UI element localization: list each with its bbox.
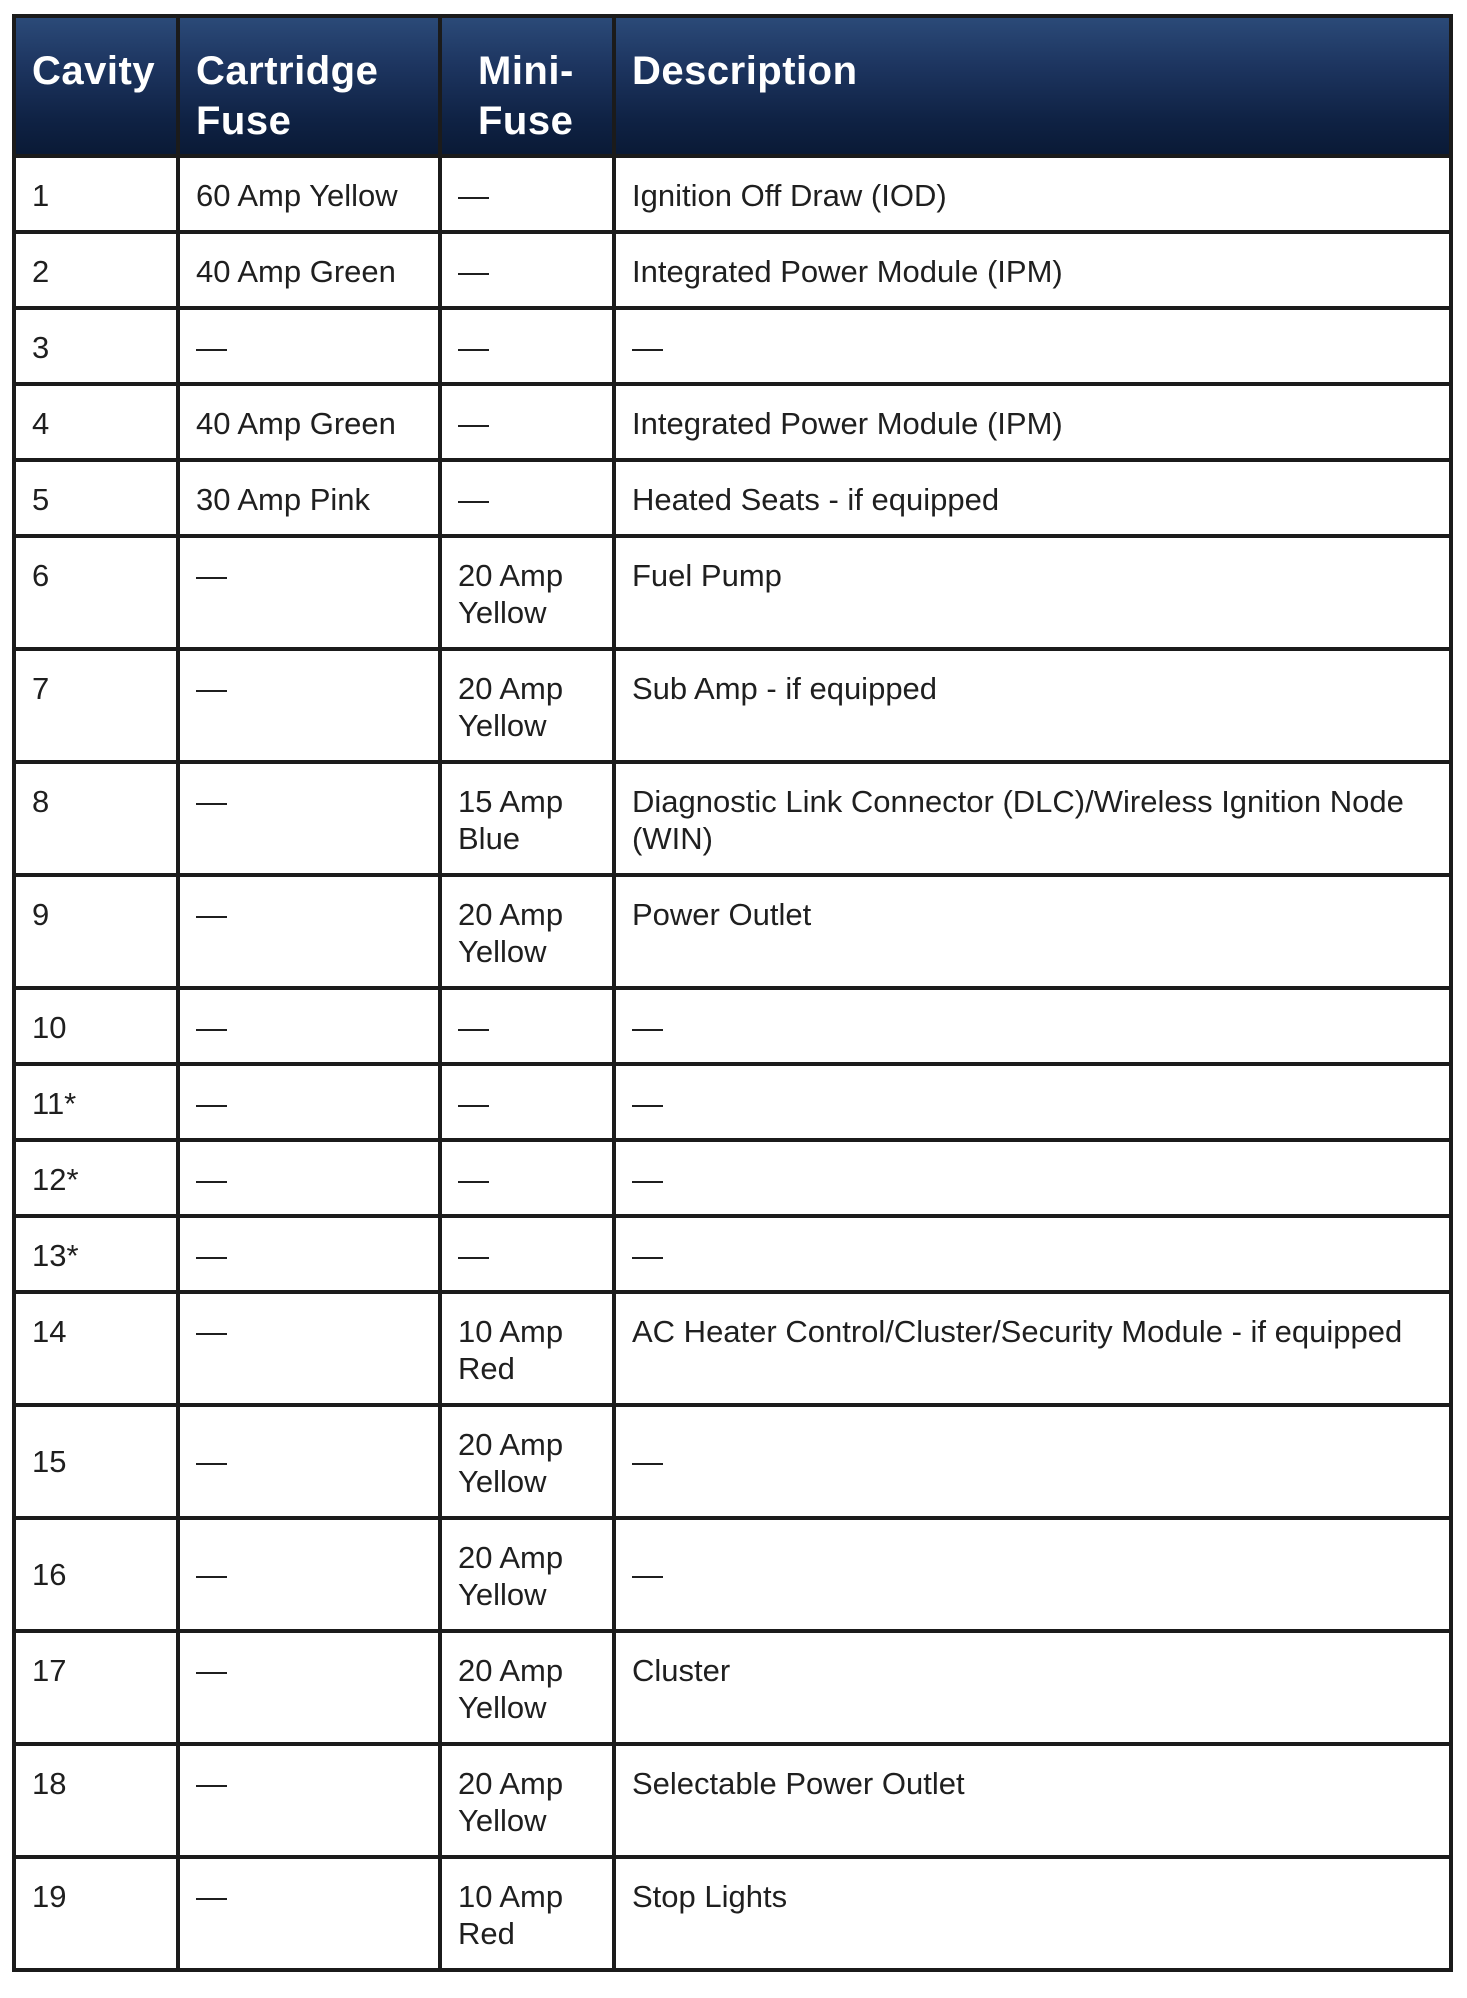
- cell-cavity: 2: [14, 232, 178, 308]
- table-row: [14, 1216, 1451, 1292]
- cell-description: AC Heater Control/Cluster/Security Module - if equipped: [614, 1292, 1451, 1405]
- cell-description: Stop Lights: [614, 1857, 1451, 1970]
- table-row: [14, 875, 1451, 988]
- mini-fuse-line2: Yellow: [458, 1577, 547, 1612]
- cell-cavity: 5: [14, 460, 178, 536]
- table-body: [14, 156, 1451, 1970]
- cell-cartridge-fuse: —: [178, 536, 440, 649]
- cell-description: Integrated Power Module (IPM): [614, 384, 1451, 460]
- cell-cartridge-fuse: —: [178, 1631, 440, 1744]
- cell-cartridge-fuse: —: [178, 1140, 440, 1216]
- header-description-label: Description: [632, 49, 858, 93]
- mini-fuse-line2: Red: [458, 1351, 515, 1386]
- table-row: [14, 1518, 1451, 1631]
- table-row: [14, 1405, 1451, 1518]
- mini-fuse-line1: —: [458, 482, 489, 517]
- mini-fuse-line1: —: [458, 1086, 489, 1121]
- cell-mini-fuse: [440, 1744, 614, 1857]
- cell-cartridge-fuse: —: [178, 1744, 440, 1857]
- cell-description: Selectable Power Outlet: [614, 1744, 1451, 1857]
- fuse-table-container: [12, 14, 1453, 1972]
- header-cartridge-fuse: [178, 16, 440, 156]
- cell-cartridge-fuse: —: [178, 875, 440, 988]
- cell-cavity: 19: [14, 1857, 178, 1970]
- cell-cartridge-fuse: —: [178, 1405, 440, 1518]
- mini-fuse-line1: —: [458, 330, 489, 365]
- cell-cavity: 1: [14, 156, 178, 232]
- cell-cavity: 11*: [14, 1064, 178, 1140]
- mini-fuse-line2: Yellow: [458, 595, 547, 630]
- mini-fuse-line2: Yellow: [458, 708, 547, 743]
- cell-mini-fuse: [440, 156, 614, 232]
- table-row: [14, 536, 1451, 649]
- mini-fuse-line1: —: [458, 1010, 489, 1045]
- cell-description: Diagnostic Link Connector (DLC)/Wireless Ignition Node (WIN): [614, 762, 1451, 875]
- table-row: [14, 988, 1451, 1064]
- cell-cavity: 12*: [14, 1140, 178, 1216]
- fuse-table: [12, 14, 1453, 1972]
- cell-cartridge-fuse: —: [178, 308, 440, 384]
- cell-mini-fuse: [440, 1140, 614, 1216]
- cell-mini-fuse: [440, 875, 614, 988]
- table-header: [14, 16, 1451, 156]
- table-row: [14, 308, 1451, 384]
- mini-fuse-line1: —: [458, 254, 489, 289]
- table-row: [14, 232, 1451, 308]
- cell-description: Cluster: [614, 1631, 1451, 1744]
- cell-cavity: 8: [14, 762, 178, 875]
- header-mini-line2: Fuse: [478, 99, 574, 143]
- cell-cavity: 10: [14, 988, 178, 1064]
- cell-mini-fuse: [440, 1631, 614, 1744]
- cell-mini-fuse: [440, 1292, 614, 1405]
- mini-fuse-line1: 15 Amp: [458, 784, 564, 819]
- cell-cavity: 7: [14, 649, 178, 762]
- mini-fuse-line1: 20 Amp: [458, 1427, 564, 1462]
- table-row: [14, 1140, 1451, 1216]
- mini-fuse-line2: Yellow: [458, 1690, 547, 1725]
- cell-cavity: 3: [14, 308, 178, 384]
- mini-fuse-line2: Blue: [458, 821, 521, 856]
- mini-fuse-line1: 20 Amp: [458, 558, 564, 593]
- cell-cartridge-fuse: —: [178, 649, 440, 762]
- mini-fuse-line1: —: [458, 406, 489, 441]
- cell-description: —: [614, 1216, 1451, 1292]
- header-mini-fuse: [440, 16, 614, 156]
- mini-fuse-line1: 20 Amp: [458, 1653, 564, 1688]
- mini-fuse-line1: 20 Amp: [458, 671, 564, 706]
- mini-fuse-line1: 10 Amp: [458, 1879, 564, 1914]
- cell-description: Power Outlet: [614, 875, 1451, 988]
- cell-description: —: [614, 1064, 1451, 1140]
- mini-fuse-line2: Red: [458, 1916, 515, 1951]
- cell-cartridge-fuse: —: [178, 1292, 440, 1405]
- header-cartridge-line1: Cartridge: [196, 49, 379, 93]
- table-row: [14, 156, 1451, 232]
- cell-description: Ignition Off Draw (IOD): [614, 156, 1451, 232]
- cell-mini-fuse: [440, 460, 614, 536]
- cell-mini-fuse: [440, 988, 614, 1064]
- cell-mini-fuse: [440, 232, 614, 308]
- cell-description: Fuel Pump: [614, 536, 1451, 649]
- cell-cartridge-fuse: —: [178, 1857, 440, 1970]
- header-cavity: [14, 16, 178, 156]
- cell-cartridge-fuse: —: [178, 1064, 440, 1140]
- cell-cavity: 16: [14, 1518, 178, 1631]
- cell-mini-fuse: [440, 1405, 614, 1518]
- cell-cavity: 15: [14, 1405, 178, 1518]
- cell-mini-fuse: [440, 308, 614, 384]
- cell-cavity: 13*: [14, 1216, 178, 1292]
- cell-cavity: 4: [14, 384, 178, 460]
- cell-mini-fuse: [440, 1518, 614, 1631]
- table-row: [14, 384, 1451, 460]
- cell-cartridge-fuse: —: [178, 988, 440, 1064]
- cell-cartridge-fuse: —: [178, 1216, 440, 1292]
- cell-description: —: [614, 1405, 1451, 1518]
- mini-fuse-line1: —: [458, 1238, 489, 1273]
- table-row: [14, 1292, 1451, 1405]
- cell-description: —: [614, 1140, 1451, 1216]
- cell-cartridge-fuse: 40 Amp Green: [178, 232, 440, 308]
- cell-mini-fuse: [440, 384, 614, 460]
- table-row: [14, 1857, 1451, 1970]
- cell-mini-fuse: [440, 762, 614, 875]
- mini-fuse-line1: 20 Amp: [458, 1766, 564, 1801]
- table-row: [14, 1631, 1451, 1744]
- cell-cavity: 9: [14, 875, 178, 988]
- cell-mini-fuse: [440, 1216, 614, 1292]
- mini-fuse-line2: Yellow: [458, 1464, 547, 1499]
- table-row: [14, 1744, 1451, 1857]
- mini-fuse-line1: 20 Amp: [458, 897, 564, 932]
- mini-fuse-line2: Yellow: [458, 1803, 547, 1838]
- table-row: [14, 649, 1451, 762]
- cell-mini-fuse: [440, 1857, 614, 1970]
- table-row: [14, 762, 1451, 875]
- cell-cartridge-fuse: 40 Amp Green: [178, 384, 440, 460]
- cell-cavity: 18: [14, 1744, 178, 1857]
- header-mini-line1: Mini-: [478, 49, 574, 93]
- cell-mini-fuse: [440, 536, 614, 649]
- header-row: [14, 16, 1451, 156]
- cell-cavity: 14: [14, 1292, 178, 1405]
- cell-cartridge-fuse: 60 Amp Yellow: [178, 156, 440, 232]
- header-cartridge-line2: Fuse: [196, 99, 292, 143]
- cell-cavity: 17: [14, 1631, 178, 1744]
- cell-cartridge-fuse: —: [178, 1518, 440, 1631]
- cell-cartridge-fuse: 30 Amp Pink: [178, 460, 440, 536]
- cell-mini-fuse: [440, 649, 614, 762]
- mini-fuse-line1: 10 Amp: [458, 1314, 564, 1349]
- mini-fuse-line2: Yellow: [458, 934, 547, 969]
- mini-fuse-line1: —: [458, 178, 489, 213]
- cell-description: —: [614, 988, 1451, 1064]
- cell-cartridge-fuse: —: [178, 762, 440, 875]
- cell-mini-fuse: [440, 1064, 614, 1140]
- cell-cavity: 6: [14, 536, 178, 649]
- table-row: [14, 460, 1451, 536]
- cell-description: Heated Seats - if equipped: [614, 460, 1451, 536]
- mini-fuse-line1: 20 Amp: [458, 1540, 564, 1575]
- cell-description: Integrated Power Module (IPM): [614, 232, 1451, 308]
- cell-description: —: [614, 308, 1451, 384]
- cell-description: Sub Amp - if equipped: [614, 649, 1451, 762]
- mini-fuse-line1: —: [458, 1162, 489, 1197]
- header-description: [614, 16, 1451, 156]
- header-cavity-label: Cavity: [32, 49, 156, 93]
- table-row: [14, 1064, 1451, 1140]
- cell-description: —: [614, 1518, 1451, 1631]
